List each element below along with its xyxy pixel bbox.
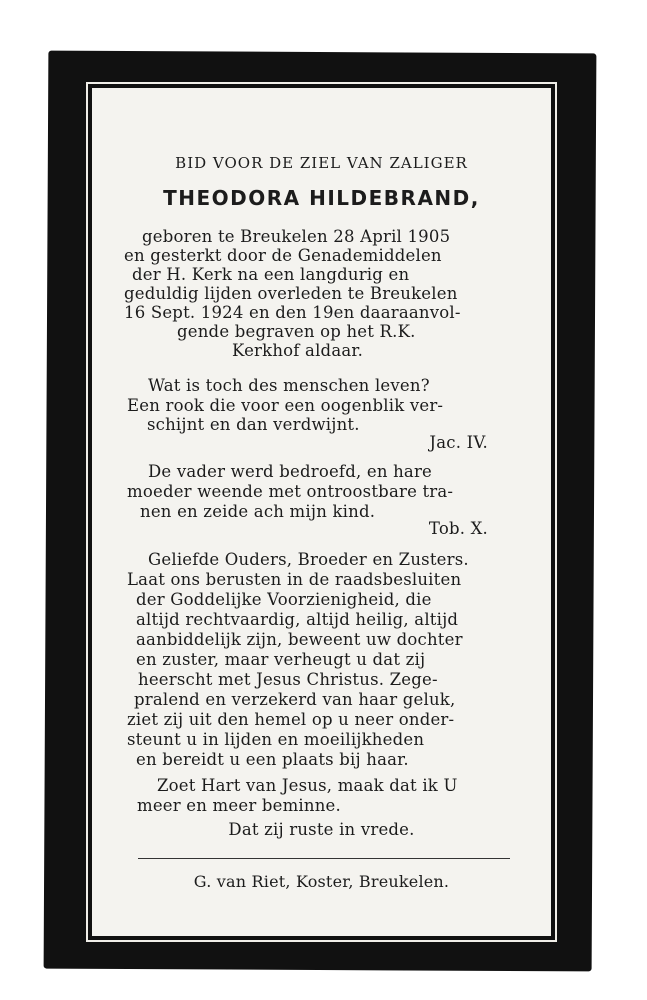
prayer-line: Zoet Hart van Jesus, maak dat ik U	[157, 776, 458, 795]
message-line: steunt u in lijden en moeilijkheden	[127, 730, 425, 749]
message-line: Laat ons berusten in de raadsbesluiten	[127, 570, 462, 589]
biography-line: gende begraven op het R.K.	[177, 322, 416, 341]
quote1-reference: Jac. IV.	[429, 433, 488, 452]
quote2-line: nen en zeide ach mijn kind.	[140, 502, 376, 521]
biography-line: Kerkhof aldaar.	[232, 341, 364, 360]
deceased-name: THEODORA HILDEBRAND,	[163, 186, 480, 210]
divider-line	[138, 858, 510, 859]
quote2-line: moeder weende met ontroostbare tra-	[127, 482, 454, 501]
message-line: aanbiddelijk zijn, beweent uw dochter	[136, 630, 463, 649]
biography-line: 16 Sept. 1924 en den 19en daaraanvol-	[124, 303, 461, 322]
closing-text: Dat zij ruste in vrede.	[228, 820, 415, 839]
quote2-reference: Tob. X.	[428, 519, 488, 538]
quote1-line: Wat is toch des menschen leven?	[148, 376, 430, 395]
message-line: en zuster, maar verheugt u dat zij	[136, 650, 426, 669]
message-line: ziet zij uit den hemel op u neer onder-	[127, 710, 455, 729]
quote2-line: De vader werd bedroefd, en hare	[148, 462, 433, 481]
header-text: BID VOOR DE ZIEL VAN ZALIGER	[175, 154, 468, 172]
footer-text: G. van Riet, Koster, Breukelen.	[193, 872, 450, 891]
quote1-line: schijnt en dan verdwijnt.	[147, 415, 360, 434]
biography-line: der H. Kerk na een langdurig en	[132, 265, 410, 284]
biography-line: geboren te Breukelen 28 April 1905	[142, 227, 451, 246]
prayer-line: meer en meer beminne.	[137, 796, 341, 815]
biography-line: geduldig lijden overleden te Breukelen	[124, 284, 458, 303]
message-line: heerscht met Jesus Christus. Zege-	[138, 670, 438, 689]
message-line: Geliefde Ouders, Broeder en Zusters.	[148, 550, 469, 569]
biography-line: en gesterkt door de Genademiddelen	[124, 246, 442, 265]
message-line: der Goddelijke Voorzienigheid, die	[136, 590, 432, 609]
message-line: en bereidt u een plaats bij haar.	[136, 750, 409, 769]
message-line: altijd rechtvaardig, altijd heilig, altijd	[136, 610, 459, 629]
quote1-line: Een rook die voor een oogenblik ver-	[127, 396, 444, 415]
message-line: pralend en verzekerd van haar geluk,	[134, 690, 456, 709]
